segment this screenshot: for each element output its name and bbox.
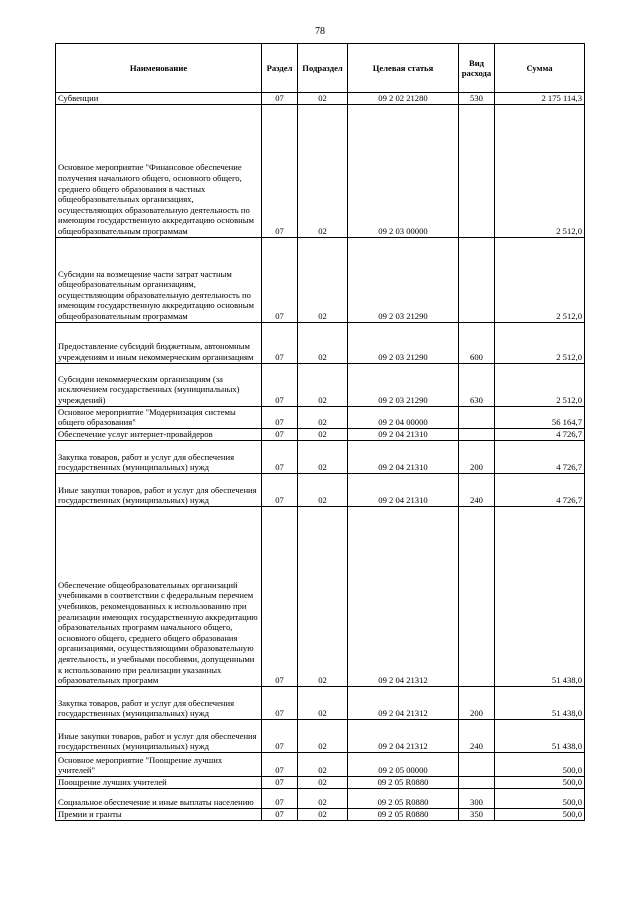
table-row [56,752,585,776]
header-target: Целевая статья [348,44,459,93]
cell-subsection: 02 [298,406,348,428]
table-row [56,776,585,788]
cell-sum: 2 175 114,3 [495,93,585,105]
cell-target: 09 2 03 21290 [348,322,459,363]
budget-table [55,43,585,821]
cell-subsection: 02 [298,440,348,473]
header-subsection: Подраздел [298,44,348,93]
cell-kind: 240 [459,719,495,752]
cell-kind: 240 [459,473,495,506]
cell-target: 09 2 04 21312 [348,686,459,719]
cell-name: Предоставление субсидий бюджетным, автономным учреждениям и иным некоммерческим организациям [56,322,262,363]
cell-target: 09 2 05 R0880 [348,788,459,808]
cell-sum: 500,0 [495,788,585,808]
table-row [56,322,585,363]
cell-section: 07 [262,686,298,719]
cell-subsection: 02 [298,237,348,322]
table-row [56,719,585,752]
cell-name: Субсидии на возмещение части затрат частным общеобразовательным организациям, осуществляющим образовательную деятельность по имеющим государственную аккредитацию основным общеобразовательным программам [56,237,262,322]
cell-section: 07 [262,752,298,776]
cell-subsection: 02 [298,788,348,808]
cell-name: Основное мероприятие "Финансовое обеспечение получения начального общего, основного общего, среднего общего образования в частных общеобразовательных организациях, осуществляющих образовательную деятельность по имеющим государственную аккредитацию основным общеобразовательным программам [56,104,262,237]
cell-section: 07 [262,788,298,808]
table-row [56,473,585,506]
cell-subsection: 02 [298,776,348,788]
page-number: 78 [315,26,325,37]
table-row [56,93,585,105]
header-name: Наименование [56,44,262,93]
cell-section: 07 [262,363,298,406]
cell-kind [459,752,495,776]
cell-name: Субсидии некоммерческим организациям (за исключением государственных (муниципальных) учреждений) [56,363,262,406]
table-row [56,104,585,237]
cell-kind: 300 [459,788,495,808]
cell-name: Основное мероприятие "Поощрение лучших учителей" [56,752,262,776]
cell-kind [459,406,495,428]
cell-subsection: 02 [298,428,348,440]
cell-target: 09 2 03 21290 [348,363,459,406]
cell-subsection: 02 [298,322,348,363]
table-row [56,428,585,440]
cell-section: 07 [262,473,298,506]
cell-name: Обеспечение общеобразовательных организаций учебниками в соответствии с федеральным перечнем учебников, рекомендованных к использованию при реализации имеющих государственную аккредитацию образовательных программ начального общего, основного общего, среднего общего образования организациями, осуществляющими образовательную деятельность, и учебными пособиями, допущенными к использованию при реализации указанных образовательных программ [56,506,262,686]
cell-target: 09 2 04 21312 [348,506,459,686]
cell-target: 09 2 04 21310 [348,440,459,473]
cell-target: 09 2 05 R0880 [348,808,459,820]
cell-section: 07 [262,104,298,237]
cell-kind: 200 [459,440,495,473]
cell-sum: 51 438,0 [495,719,585,752]
cell-target: 09 2 03 21290 [348,237,459,322]
cell-section: 07 [262,506,298,686]
table-row [56,506,585,686]
cell-target: 09 2 04 21312 [348,719,459,752]
cell-sum: 2 512,0 [495,322,585,363]
cell-sum: 2 512,0 [495,363,585,406]
cell-section: 07 [262,428,298,440]
cell-subsection: 02 [298,808,348,820]
cell-target: 09 2 04 21310 [348,428,459,440]
cell-subsection: 02 [298,686,348,719]
cell-name: Иные закупки товаров, работ и услуг для обеспечения государственных (муниципальных) нужд [56,719,262,752]
cell-name: Основное мероприятие "Модернизация системы общего образования" [56,406,262,428]
cell-section: 07 [262,776,298,788]
cell-sum: 2 512,0 [495,237,585,322]
cell-section: 07 [262,322,298,363]
cell-section: 07 [262,237,298,322]
table-row [56,363,585,406]
cell-name: Премии и гранты [56,808,262,820]
cell-kind [459,104,495,237]
cell-name: Социальное обеспечение и иные выплаты населению [56,788,262,808]
cell-target: 09 2 02 21280 [348,93,459,105]
cell-kind [459,237,495,322]
cell-sum: 4 726,7 [495,440,585,473]
cell-subsection: 02 [298,473,348,506]
table-row [56,406,585,428]
cell-sum: 2 512,0 [495,104,585,237]
table-row [56,440,585,473]
cell-sum: 51 438,0 [495,686,585,719]
cell-name: Закупка товаров, работ и услуг для обеспечения государственных (муниципальных) нужд [56,686,262,719]
cell-name: Поощрение лучших учителей [56,776,262,788]
cell-section: 07 [262,93,298,105]
cell-kind: 530 [459,93,495,105]
cell-sum: 4 726,7 [495,428,585,440]
header-sum: Сумма [495,44,585,93]
table-row [56,788,585,808]
cell-sum: 4 726,7 [495,473,585,506]
table-row [56,237,585,322]
table-row [56,808,585,820]
cell-target: 09 2 03 00000 [348,104,459,237]
cell-sum: 56 164,7 [495,406,585,428]
cell-name: Обеспечение услуг интернет-провайдеров [56,428,262,440]
cell-target: 09 2 05 R0880 [348,776,459,788]
cell-kind: 630 [459,363,495,406]
cell-section: 07 [262,719,298,752]
cell-subsection: 02 [298,752,348,776]
cell-kind: 350 [459,808,495,820]
table-row [56,686,585,719]
cell-kind: 600 [459,322,495,363]
cell-subsection: 02 [298,104,348,237]
cell-name: Субвенции [56,93,262,105]
cell-kind [459,776,495,788]
cell-subsection: 02 [298,93,348,105]
cell-sum: 500,0 [495,752,585,776]
cell-sum: 500,0 [495,808,585,820]
table-header-row [56,44,585,93]
cell-kind: 200 [459,686,495,719]
cell-name: Закупка товаров, работ и услуг для обеспечения государственных (муниципальных) нужд [56,440,262,473]
cell-subsection: 02 [298,363,348,406]
cell-target: 09 2 05 00000 [348,752,459,776]
cell-section: 07 [262,808,298,820]
cell-sum: 51 438,0 [495,506,585,686]
cell-section: 07 [262,440,298,473]
cell-kind [459,428,495,440]
cell-subsection: 02 [298,719,348,752]
cell-target: 09 2 04 21310 [348,473,459,506]
cell-name: Иные закупки товаров, работ и услуг для обеспечения государственных (муниципальных) нужд [56,473,262,506]
header-kind: Вид расхода [459,44,495,93]
cell-subsection: 02 [298,506,348,686]
cell-sum: 500,0 [495,776,585,788]
cell-section: 07 [262,406,298,428]
cell-kind [459,506,495,686]
cell-target: 09 2 04 00000 [348,406,459,428]
header-section: Раздел [262,44,298,93]
